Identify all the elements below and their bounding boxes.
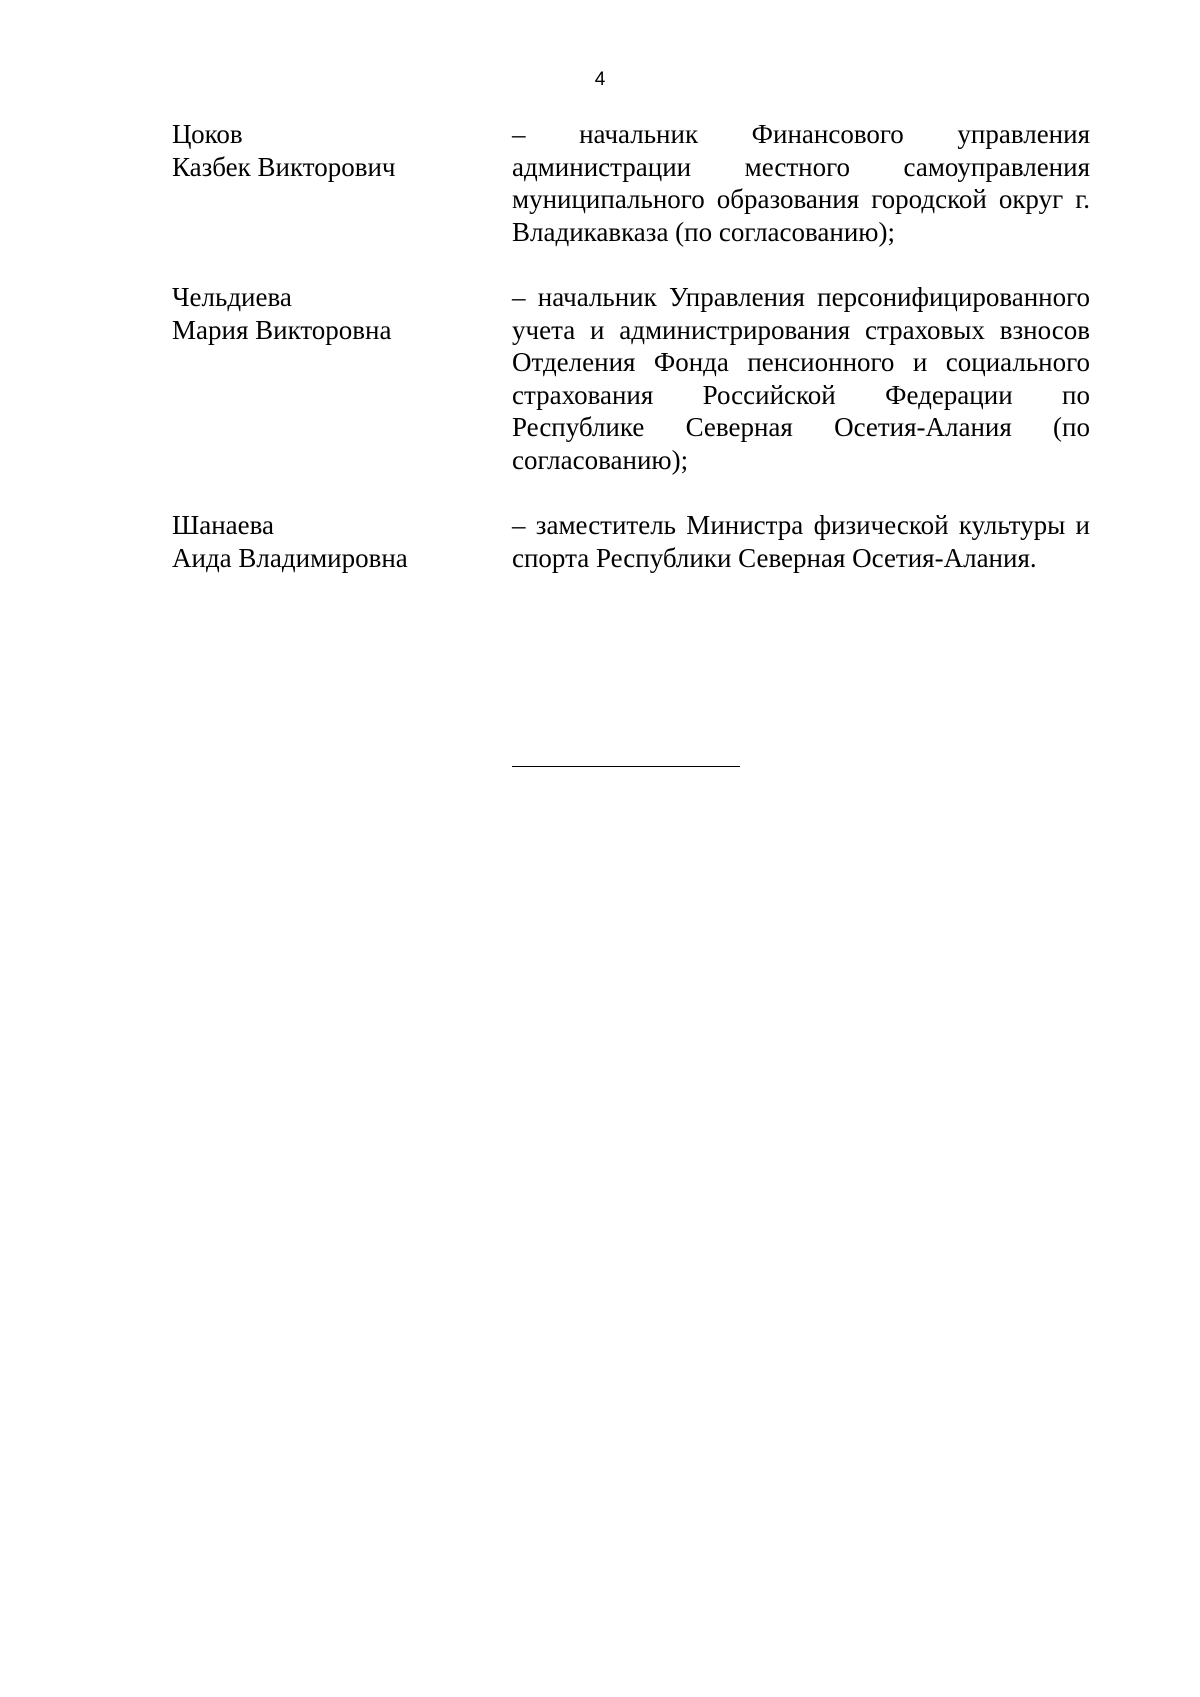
member-entry xyxy=(172,509,1090,574)
member-role: – начальник Управления персонифицированного учета и администрирования страховых взносов Отделения Фонда пенсионного и социального страхования Российской Федерации по Республике Северная Осетия-Алания (по согласованию); xyxy=(512,282,1090,475)
member-name xyxy=(172,118,512,248)
member-entry xyxy=(172,118,1090,248)
member-given-names: Казбек Викторович xyxy=(172,151,396,182)
member-surname: Цоков xyxy=(172,119,243,149)
member-role: – заместитель Министра физической культуры и спорта Республики Северная Осетия-Алания. xyxy=(512,510,1090,573)
member-name xyxy=(172,509,512,574)
end-of-document-rule xyxy=(512,766,740,767)
page-number: 4 xyxy=(594,69,606,90)
member-name xyxy=(172,281,512,476)
member-role: – начальник Финансового управления администрации местного самоуправления муниципального образования городской округ г. Владикавказа (по согласованию); xyxy=(512,119,1090,247)
member-given-names: Аида Владимировна xyxy=(172,542,408,573)
members-list xyxy=(172,118,1090,607)
member-surname: Чельдиева xyxy=(172,282,292,312)
member-given-names: Мария Викторовна xyxy=(172,314,392,345)
member-entry xyxy=(172,281,1090,476)
member-surname: Шанаева xyxy=(172,510,275,540)
